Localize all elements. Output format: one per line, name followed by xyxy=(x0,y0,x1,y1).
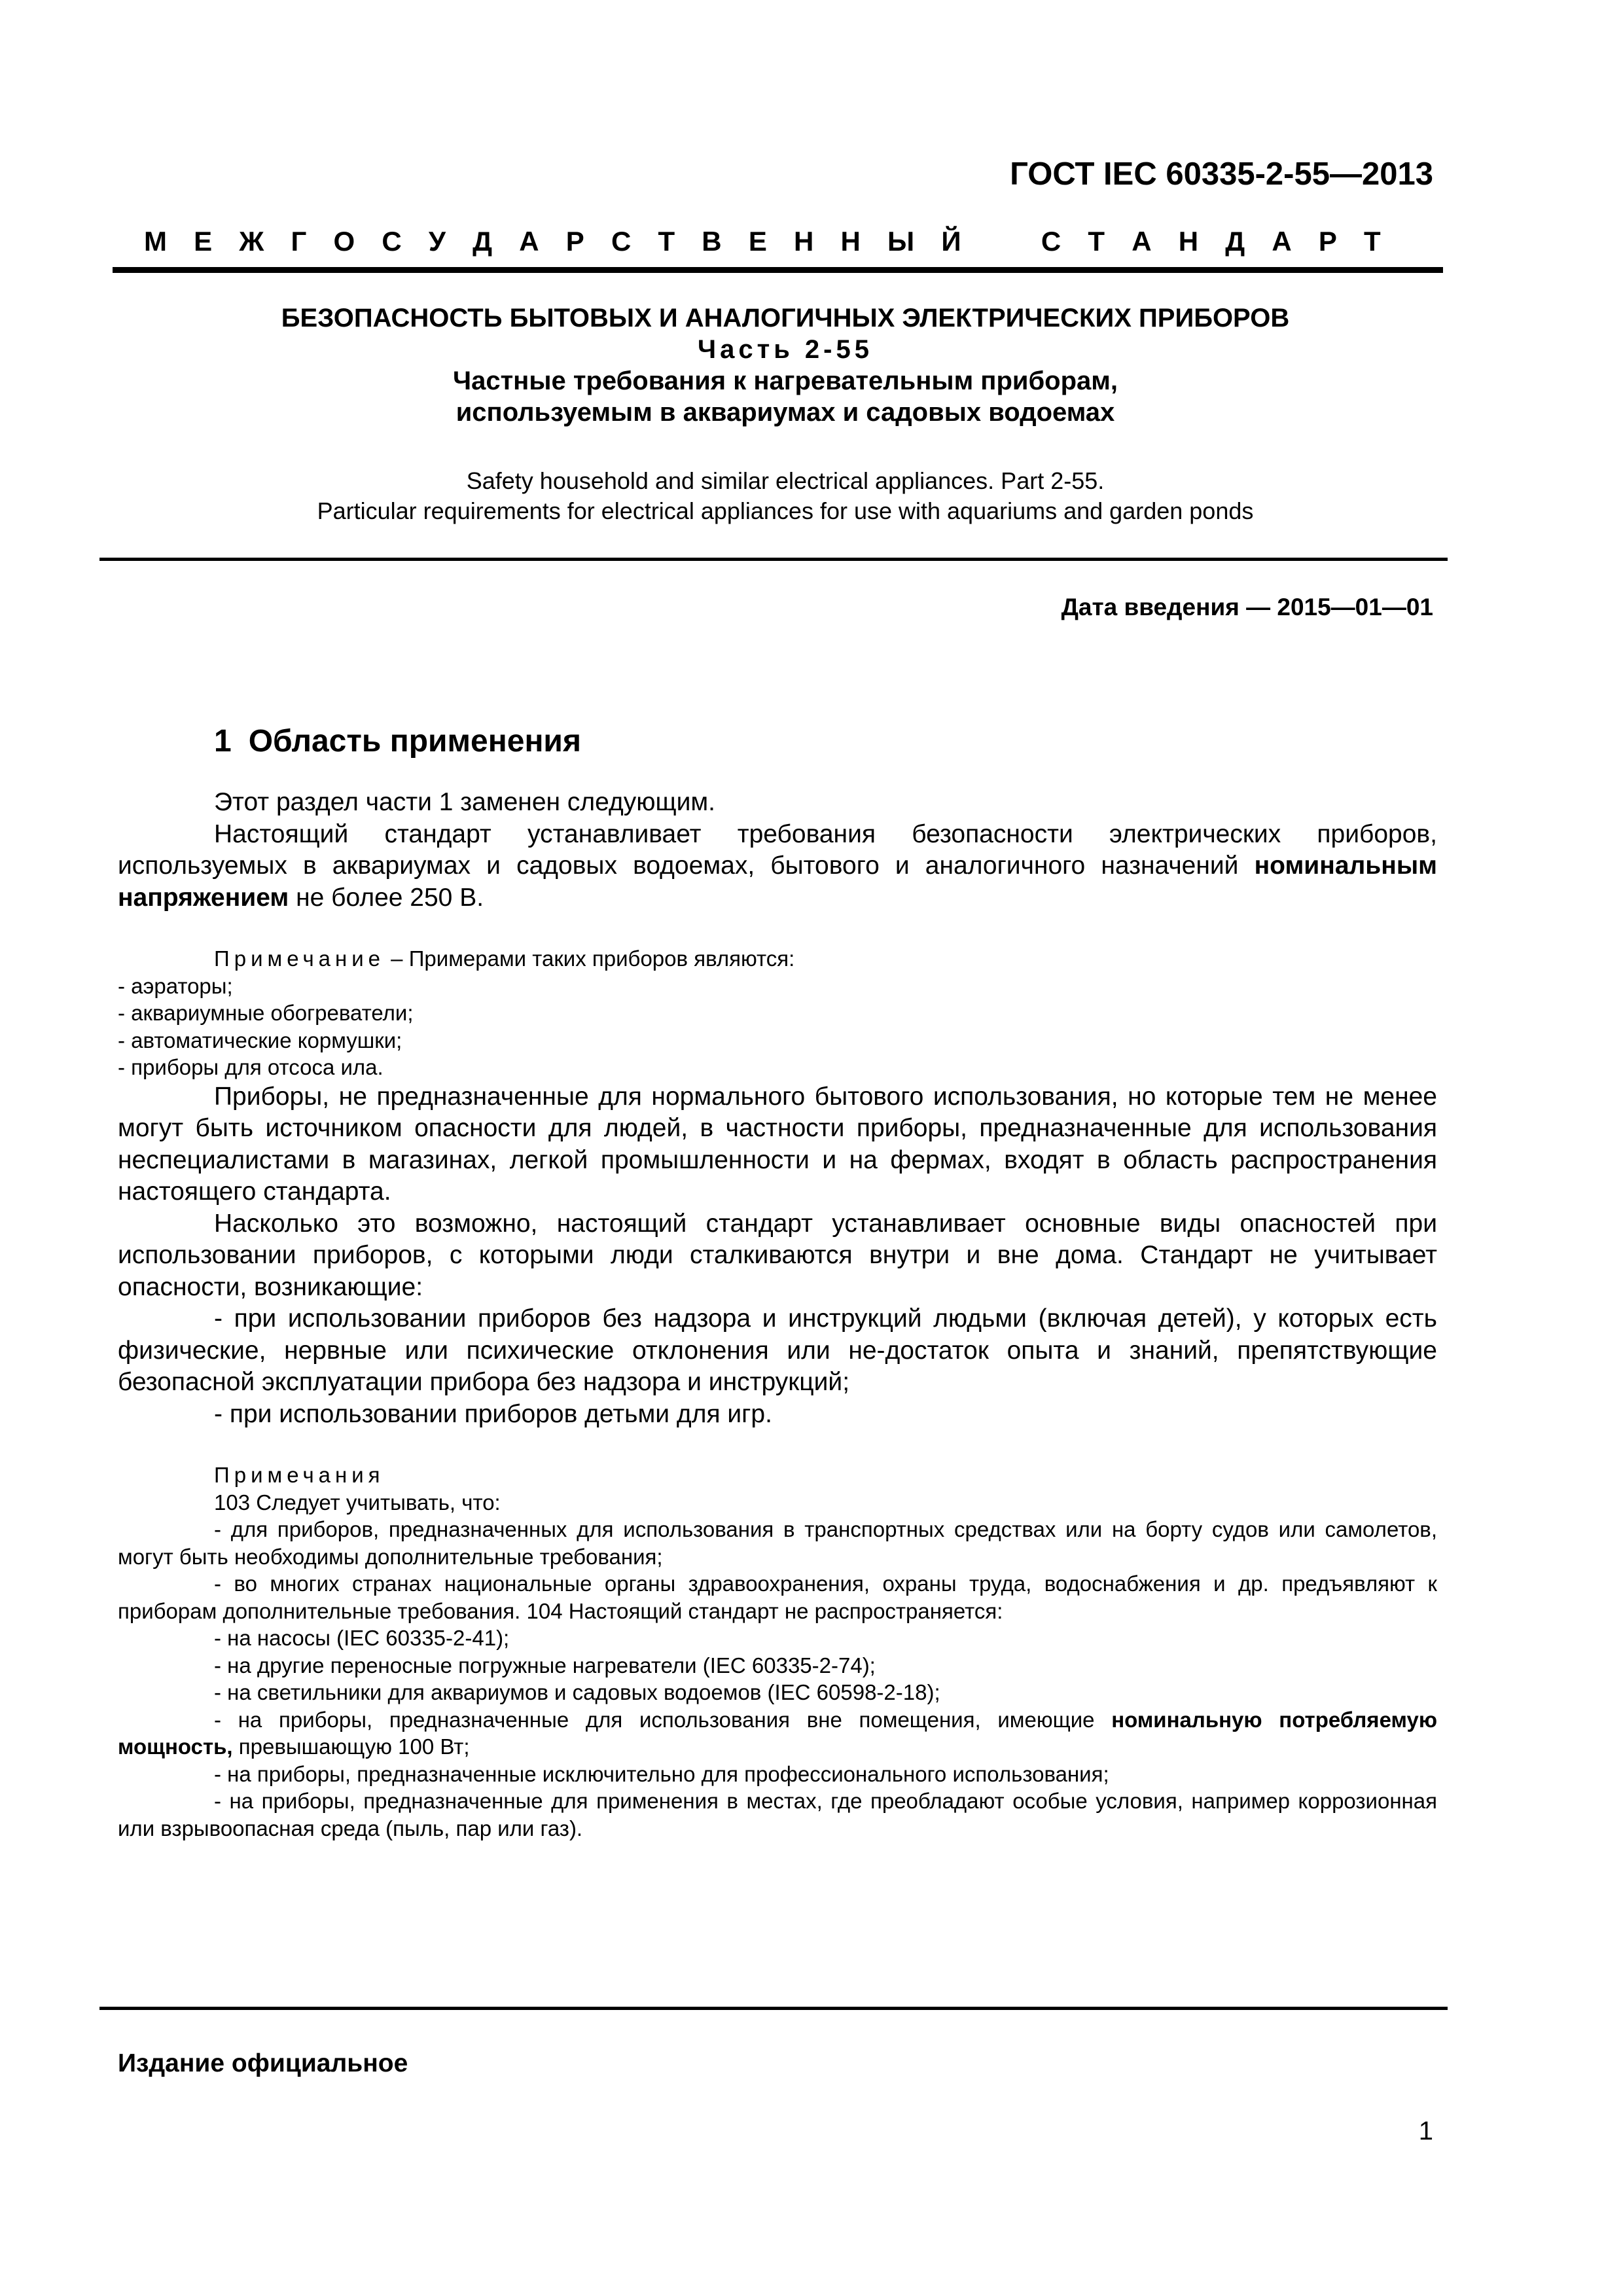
english-title-line-1: Safety household and similar electrical appliances. Part 2-55. xyxy=(466,467,1105,494)
heading-letter: Е xyxy=(194,226,213,257)
heading-letter: С xyxy=(382,226,402,257)
heading-letter: А xyxy=(1132,226,1152,257)
text-run: превышающую 100 Вт; xyxy=(232,1734,470,1759)
paragraph: Этот раздел части 1 заменен следующим. xyxy=(214,788,716,816)
heading-letter: Д xyxy=(473,226,493,257)
note-item: - аквариумные обогреватели; xyxy=(118,1001,414,1025)
heading-letter: О xyxy=(333,226,355,257)
paragraph xyxy=(118,819,1437,914)
header-rule xyxy=(113,267,1443,273)
note-paragraph: 103 Следует учитывать, что: xyxy=(214,1490,501,1515)
note-item: - аэраторы; xyxy=(118,973,233,998)
note-label: Примечание xyxy=(214,946,385,971)
footer-rule xyxy=(99,2007,1448,2010)
heading-letter: С xyxy=(1041,226,1061,257)
spacer xyxy=(118,1430,1437,1462)
title-line-4: используемым в аквариумах и садовых водоемах xyxy=(455,398,1115,427)
note-paragraph: - для приборов, предназначенных для использования в транспортных средствах или на борту судов или самолетов, могут быть необходимы дополнительные требования; xyxy=(118,1517,1437,1569)
title-line-3: Частные требования к нагревательным приборам, xyxy=(452,367,1118,395)
section-number: 1 xyxy=(214,724,232,759)
heading-letter: Е xyxy=(748,226,767,257)
heading-letter: Т xyxy=(1088,226,1105,257)
paragraph: - при использовании приборов без надзора и инструкций людьми (включая детей), у которых есть физические, нервные или психические отклонения или не-достаток опыта и знаний, препятствующие безопасной эксплуатации прибора без надзора и инструкций; xyxy=(118,1304,1437,1396)
note-text: – Примерами таких приборов являются: xyxy=(385,946,795,971)
section-heading xyxy=(214,723,581,759)
heading-word-gap xyxy=(988,226,1014,257)
heading-letter: Н xyxy=(794,226,814,257)
introduction-date: Дата введения — 2015—01—01 xyxy=(1061,594,1433,620)
note-paragraph xyxy=(118,1706,1437,1761)
section-body xyxy=(118,787,1437,1842)
heading-letter: А xyxy=(519,226,539,257)
heading-letter: Н xyxy=(840,226,861,257)
russian-title-block xyxy=(131,302,1440,428)
section-title: Область применения xyxy=(248,724,581,759)
paragraph: - при использовании приборов детьми для игр. xyxy=(214,1399,772,1428)
notes-heading xyxy=(118,1462,1437,1489)
heading-letter: Ж xyxy=(239,226,264,257)
heading-letter: Р xyxy=(1318,226,1337,257)
heading-letter: Ы xyxy=(887,226,915,257)
defined-term: номинальным напряжением xyxy=(118,852,1437,912)
heading-letter: Т xyxy=(1364,226,1381,257)
english-title-line-2: Particular requirements for electrical appliances for use with aquariums and garden ponds xyxy=(317,497,1254,524)
note-heading xyxy=(118,945,1437,973)
text-run: - на приборы, предназначенные для использования вне помещения, имеющие xyxy=(214,1707,1112,1732)
paragraph: Приборы, не предназначенные для нормального бытового использования, но которые тем не менее могут быть источником опасности для людей, в частности приборы, предназначенные для использования неспециалистами в магазинах, легкой промышленности и на фермах, входят в область распространения настоящего стандарта. xyxy=(118,1082,1437,1206)
note-paragraph: - на другие переносные погружные нагреватели (IEC 60335-2-74); xyxy=(214,1653,876,1677)
heading-letter: М xyxy=(144,226,167,257)
heading-letter: В xyxy=(702,226,722,257)
document-number: ГОСТ IEC 60335-2-55—2013 xyxy=(1010,156,1433,192)
spacer xyxy=(118,914,1437,945)
heading-letter: Й xyxy=(941,226,961,257)
note-paragraph: - на приборы, предназначенные исключительно для профессионального использования; xyxy=(214,1761,1109,1786)
text-run: не более 250 В. xyxy=(289,883,484,912)
paragraph: Насколько это возможно, настоящий стандарт устанавливает основные виды опасностей при использовании приборов, с которыми люди сталкиваются внутри и вне дома. Стандарт не учитывает опасности, возникающие: xyxy=(118,1209,1437,1301)
note-item: - автоматические кормушки; xyxy=(118,1028,402,1052)
heading-letter: С xyxy=(611,226,632,257)
note-item: - приборы для отсоса ила. xyxy=(118,1055,383,1079)
interstate-standard-heading xyxy=(144,226,1381,257)
note-paragraph: - на насосы (IEC 60335-2-41); xyxy=(214,1626,510,1650)
text-run: Настоящий стандарт устанавливает требования безопасности электрических приборов, используемых в аквариумах и садовых водоемах, бытового и аналогичного назначений xyxy=(118,819,1437,880)
title-part: Часть 2-55 xyxy=(698,335,873,364)
heading-letter: Т xyxy=(658,226,675,257)
note-paragraph: - на светильники для аквариумов и садовых водоемов (IEC 60598-2-18); xyxy=(214,1680,940,1704)
heading-letter: У xyxy=(428,226,446,257)
title-line-1: БЕЗОПАСНОСТЬ БЫТОВЫХ И АНАЛОГИЧНЫХ ЭЛЕКТРИЧЕСКИХ ПРИБОРОВ xyxy=(281,304,1290,332)
defined-term: номинальную потребляемую мощность, xyxy=(118,1707,1437,1759)
title-rule xyxy=(99,558,1448,561)
heading-letter: Р xyxy=(565,226,584,257)
heading-letter: Г xyxy=(291,226,307,257)
page-number: 1 xyxy=(1418,2117,1433,2145)
heading-letter: Д xyxy=(1225,226,1245,257)
heading-letter: А xyxy=(1272,226,1292,257)
heading-letter: Н xyxy=(1178,226,1199,257)
notes-label: Примечания xyxy=(214,1463,385,1487)
edition-label: Издание официальное xyxy=(118,2049,408,2077)
english-title-block xyxy=(131,466,1440,526)
note-paragraph: - во многих странах национальные органы здравоохранения, охраны труда, водоснабжения и др. предъявляют к приборам дополнительные требования. 104 Настоящий стандарт не распространяется: xyxy=(118,1571,1437,1623)
note-paragraph: - на приборы, предназначенные для применения в местах, где преобладают особые условия, например коррозионная или взрывоопасная среда (пыль, пар или газ). xyxy=(118,1789,1437,1840)
